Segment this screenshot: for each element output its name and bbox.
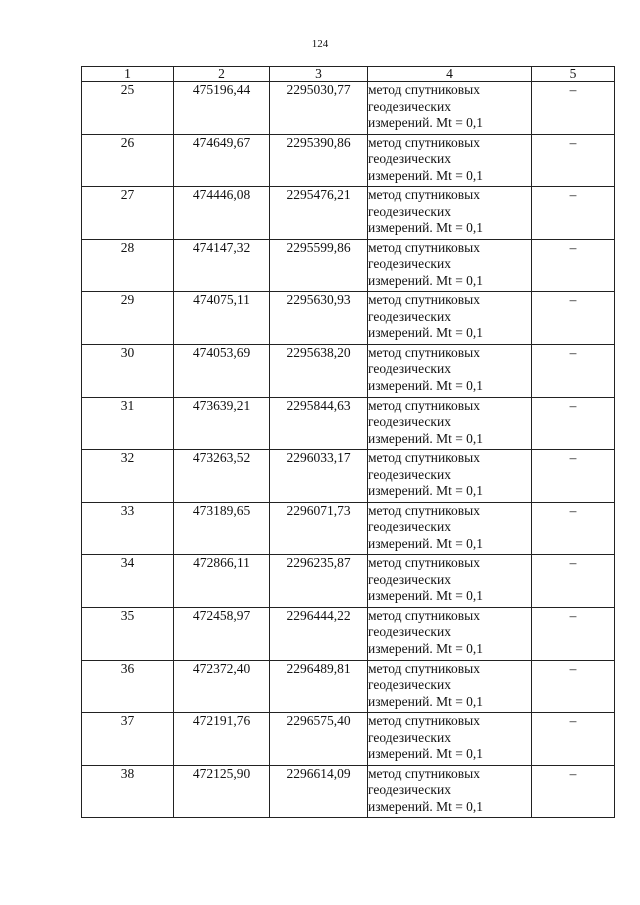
table-row [82, 344, 615, 397]
y-coordinate-cell: 2295844,63 [270, 397, 368, 450]
point-number-cell: 33 [82, 502, 174, 555]
x-coordinate-cell: 473189,65 [174, 502, 270, 555]
column-header: 3 [270, 67, 368, 82]
table-row [82, 397, 615, 450]
method-line: измерений. Mt = 0,1 [368, 167, 484, 183]
point-number-cell: 31 [82, 397, 174, 450]
method-line: измерений. Mt = 0,1 [368, 588, 484, 604]
x-coordinate-cell: 473639,21 [174, 397, 270, 450]
point-number-cell: 29 [82, 292, 174, 345]
method-line: метод спутниковых [368, 450, 480, 466]
method-line: геодезических [368, 466, 451, 482]
y-coordinate-cell: 2296575,40 [270, 713, 368, 766]
accuracy-cell: – [532, 450, 615, 503]
table-row [82, 607, 615, 660]
method-line: геодезических [368, 414, 451, 430]
method-cell [368, 82, 532, 135]
x-coordinate-cell: 472458,97 [174, 607, 270, 660]
x-coordinate-cell: 474075,11 [174, 292, 270, 345]
x-coordinate-cell: 475196,44 [174, 82, 270, 135]
method-line: измерений. Mt = 0,1 [368, 325, 484, 341]
point-number-cell: 25 [82, 82, 174, 135]
method-cell [368, 555, 532, 608]
method-line: измерений. Mt = 0,1 [368, 377, 484, 393]
y-coordinate-cell: 2295638,20 [270, 344, 368, 397]
x-coordinate-cell: 472125,90 [174, 765, 270, 818]
method-line: метод спутниковых [368, 607, 480, 623]
y-coordinate-cell: 2296235,87 [270, 555, 368, 608]
x-coordinate-cell: 474446,08 [174, 187, 270, 240]
table-row [82, 765, 615, 818]
y-coordinate-cell: 2296444,22 [270, 607, 368, 660]
table-body [82, 82, 615, 818]
table-row [82, 292, 615, 345]
method-line: измерений. Mt = 0,1 [368, 746, 484, 762]
method-line: геодезических [368, 677, 451, 693]
method-line: измерений. Mt = 0,1 [368, 798, 484, 814]
accuracy-cell: – [532, 660, 615, 713]
y-coordinate-cell: 2295599,86 [270, 239, 368, 292]
method-line: геодезических [368, 203, 451, 219]
method-line: геодезических [368, 308, 451, 324]
method-cell [368, 450, 532, 503]
table-row [82, 82, 615, 135]
point-number-cell: 38 [82, 765, 174, 818]
y-coordinate-cell: 2296614,09 [270, 765, 368, 818]
method-line: геодезических [368, 361, 451, 377]
y-coordinate-cell: 2296033,17 [270, 450, 368, 503]
method-line: геодезических [368, 729, 451, 745]
method-cell [368, 607, 532, 660]
accuracy-cell: – [532, 555, 615, 608]
accuracy-cell: – [532, 344, 615, 397]
point-number-cell: 26 [82, 134, 174, 187]
y-coordinate-cell: 2295476,21 [270, 187, 368, 240]
method-cell [368, 292, 532, 345]
table-row [82, 187, 615, 240]
method-line: метод спутниковых [368, 239, 480, 255]
method-cell [368, 502, 532, 555]
method-line: геодезических [368, 151, 451, 167]
method-line: метод спутниковых [368, 187, 480, 203]
point-number-cell: 35 [82, 607, 174, 660]
method-cell [368, 134, 532, 187]
x-coordinate-cell: 472191,76 [174, 713, 270, 766]
method-cell [368, 344, 532, 397]
method-line: геодезических [368, 782, 451, 798]
method-cell [368, 397, 532, 450]
method-line: метод спутниковых [368, 502, 480, 518]
column-header: 2 [174, 67, 270, 82]
x-coordinate-cell: 474147,32 [174, 239, 270, 292]
table-row [82, 239, 615, 292]
method-cell [368, 660, 532, 713]
method-line: геодезических [368, 519, 451, 535]
x-coordinate-cell: 474649,67 [174, 134, 270, 187]
accuracy-cell: – [532, 397, 615, 450]
table-row [82, 134, 615, 187]
method-line: метод спутниковых [368, 765, 480, 781]
table-row [82, 713, 615, 766]
x-coordinate-cell: 472372,40 [174, 660, 270, 713]
method-line: метод спутниковых [368, 82, 480, 97]
point-number-cell: 32 [82, 450, 174, 503]
method-line: метод спутниковых [368, 292, 480, 308]
x-coordinate-cell: 474053,69 [174, 344, 270, 397]
accuracy-cell: – [532, 713, 615, 766]
page-number: 124 [311, 38, 329, 50]
accuracy-cell: – [532, 765, 615, 818]
table-row [82, 555, 615, 608]
column-header: 5 [532, 67, 615, 82]
point-number-cell: 28 [82, 239, 174, 292]
method-line: измерений. Mt = 0,1 [368, 535, 484, 551]
accuracy-cell: – [532, 239, 615, 292]
y-coordinate-cell: 2295030,77 [270, 82, 368, 135]
y-coordinate-cell: 2295630,93 [270, 292, 368, 345]
method-line: геодезических [368, 571, 451, 587]
method-line: геодезических [368, 98, 451, 114]
accuracy-cell: – [532, 82, 615, 135]
method-line: измерений. Mt = 0,1 [368, 115, 484, 130]
table-row [82, 450, 615, 503]
point-number-cell: 27 [82, 187, 174, 240]
method-cell [368, 713, 532, 766]
accuracy-cell: – [532, 292, 615, 345]
point-number-cell: 37 [82, 713, 174, 766]
method-line: метод спутниковых [368, 397, 480, 413]
coordinates-table [81, 66, 615, 818]
y-coordinate-cell: 2296071,73 [270, 502, 368, 555]
x-coordinate-cell: 472866,11 [174, 555, 270, 608]
method-line: геодезических [368, 624, 451, 640]
method-line: измерений. Mt = 0,1 [368, 640, 484, 656]
method-line: измерений. Mt = 0,1 [368, 272, 484, 288]
method-line: измерений. Mt = 0,1 [368, 693, 484, 709]
method-line: метод спутниковых [368, 344, 480, 360]
table-row [82, 660, 615, 713]
y-coordinate-cell: 2296489,81 [270, 660, 368, 713]
accuracy-cell: – [532, 187, 615, 240]
point-number-cell: 30 [82, 344, 174, 397]
table-header-row [82, 67, 615, 82]
method-cell [368, 239, 532, 292]
method-line: метод спутниковых [368, 134, 480, 150]
column-header: 1 [82, 67, 174, 82]
column-header: 4 [368, 67, 532, 82]
method-line: измерений. Mt = 0,1 [368, 483, 484, 499]
point-number-cell: 36 [82, 660, 174, 713]
x-coordinate-cell: 473263,52 [174, 450, 270, 503]
accuracy-cell: – [532, 502, 615, 555]
method-cell [368, 765, 532, 818]
y-coordinate-cell: 2295390,86 [270, 134, 368, 187]
method-line: метод спутниковых [368, 555, 480, 571]
method-cell [368, 187, 532, 240]
table-row [82, 502, 615, 555]
point-number-cell: 34 [82, 555, 174, 608]
method-line: геодезических [368, 256, 451, 272]
method-line: измерений. Mt = 0,1 [368, 220, 484, 236]
method-line: метод спутниковых [368, 713, 480, 729]
method-line: измерений. Mt = 0,1 [368, 430, 484, 446]
accuracy-cell: – [532, 607, 615, 660]
accuracy-cell: – [532, 134, 615, 187]
method-line: метод спутниковых [368, 660, 480, 676]
